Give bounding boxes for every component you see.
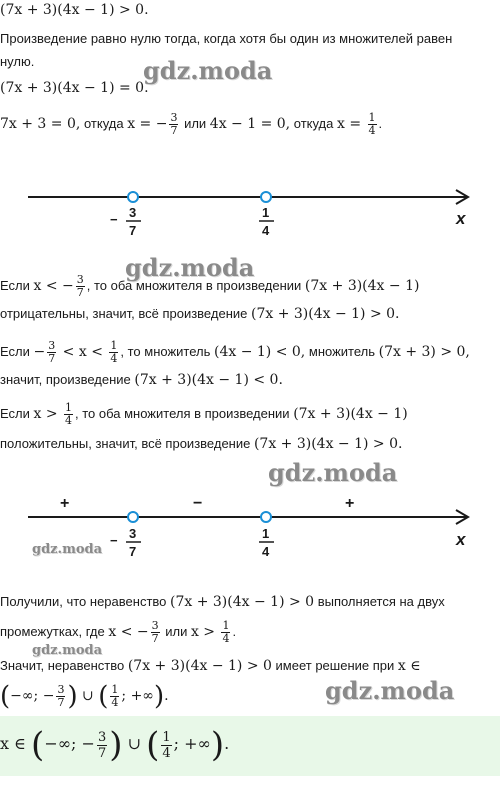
eq-first-factor: 7x + 3 = 0, [0,116,81,132]
eq-second-factor: 4x − 1 = 0, [209,116,291,132]
fraction-one-quarter: $\frac{1}{4}$ [222,619,230,646]
result-intervals-line: промежутках, где x < − $\frac{3}{7}$ или x > $\frac{1}{4}$ . [0,619,237,646]
sign-minus-middle: − [193,495,203,512]
fraction-one-quarter: $\frac{1}{4}$ [368,111,376,138]
text-zero-product: Произведение равно нулю тогда, когда хотя бы один из множителей равен [0,31,453,46]
case-1-line: Если x < − $\frac{3}{7}$ , то оба множителя в произведении (7x + 3)(4x − 1) [0,273,420,300]
point-1-sign: − [110,533,118,548]
point-1-sign: − [110,212,118,227]
point-minus-three-sevenths [128,192,138,202]
case-1-conclusion: отрицательны, значит, всё произведение (7x + 3)(4x − 1) > 0. [0,306,400,322]
point-one-quarter [261,192,271,202]
case-3-line: Если x > $\frac{1}{4}$ , то оба множителя в произведении (7x + 3)(4x − 1) [0,401,408,428]
fraction-three-sevenths: $\frac{3}{7}$ [151,619,159,646]
case-3-conclusion: положительны, значит, всё произведение (7x + 3)(4x − 1) > 0. [0,436,403,452]
fraction-three-sevenths: $\frac{3}{7}$ [57,683,65,710]
equation-zero: (7x + 3)(4x − 1) = 0. [0,80,149,96]
fraction-one-quarter: $\frac{1}{4}$ [110,339,118,366]
watermark-logo: gdz.moda [32,542,103,557]
fraction-three-sevenths: $\frac{3}{7}$ [97,729,107,761]
fraction-three-sevenths: $\frac{3}{7}$ [76,273,84,300]
point-1-num: 3 [129,526,137,541]
inequality-statement: (7x + 3)(4x − 1) > 0. [0,2,149,18]
sign-plus-left: + [60,495,70,512]
text-ili: или [180,116,210,131]
axis-label-x: x [456,530,466,549]
point-2-den: 4 [262,544,270,559]
solution-interval: (−∞; − $\frac{3}{7}$ ) ∪ ( $\frac{1}{4}$ ; +∞). [0,681,169,712]
number-line-1 [0,178,500,238]
fraction-three-sevenths: $\frac{3}{7}$ [170,111,178,138]
fraction-one-quarter: $\frac{1}{4}$ [111,683,119,710]
root-two-prefix: x = [336,116,366,132]
watermark-logo: gdz.moda [268,458,398,487]
point-2-den: 4 [262,223,270,238]
watermark-logo: gdz.moda [32,643,103,658]
result-line: Получили, что неравенство (7x + 3)(4x − 1) > 0 выполняется на двух [0,594,445,610]
point-1-den: 7 [129,223,137,238]
root-one-prefix: x = − [127,116,168,132]
point-1-den: 7 [129,544,137,559]
case-2-line: Если − $\frac{3}{7}$ < x < $\frac{1}{4}$ , то множитель (4x − 1) < 0, множитель (7x + 3) > 0, [0,339,470,366]
fraction-one-quarter: $\frac{1}{4}$ [162,729,171,761]
watermark-logo: gdz.moda [325,676,455,705]
answer-line: x ∈ (−∞; − $\frac{3}{7}$ ) ∪ ( $\frac{1}{4}$ ; +∞). [0,725,230,766]
axis-label-x: x [456,209,466,228]
watermark-logo: gdz.moda [125,253,255,282]
watermark-logo: gdz.moda [143,56,273,85]
fraction-three-sevenths: $\frac{3}{7}$ [48,339,56,366]
case-2-conclusion: значит, произведение (7x + 3)(4x − 1) < 0. [0,372,283,388]
point-2-num: 1 [262,205,270,220]
point-1-num: 3 [129,205,137,220]
fraction-one-quarter: $\frac{1}{4}$ [65,401,73,428]
point-minus-three-sevenths [128,512,138,522]
solution-statement: Значит, неравенство (7x + 3)(4x − 1) > 0 имеет решение при x ∈ [0,658,421,674]
text-otkuda-2: откуда [290,116,337,131]
text-otkuda: откуда [80,116,128,131]
text-zero-product-cont: нулю. [0,54,35,69]
roots-line: 7x + 3 = 0, откуда x = − $\frac{3}{7}$ или 4x − 1 = 0, откуда x = $\frac{1}{4}$ . [0,111,383,138]
point-2-num: 1 [262,526,270,541]
sign-plus-right: + [345,495,355,512]
point-one-quarter [261,512,271,522]
